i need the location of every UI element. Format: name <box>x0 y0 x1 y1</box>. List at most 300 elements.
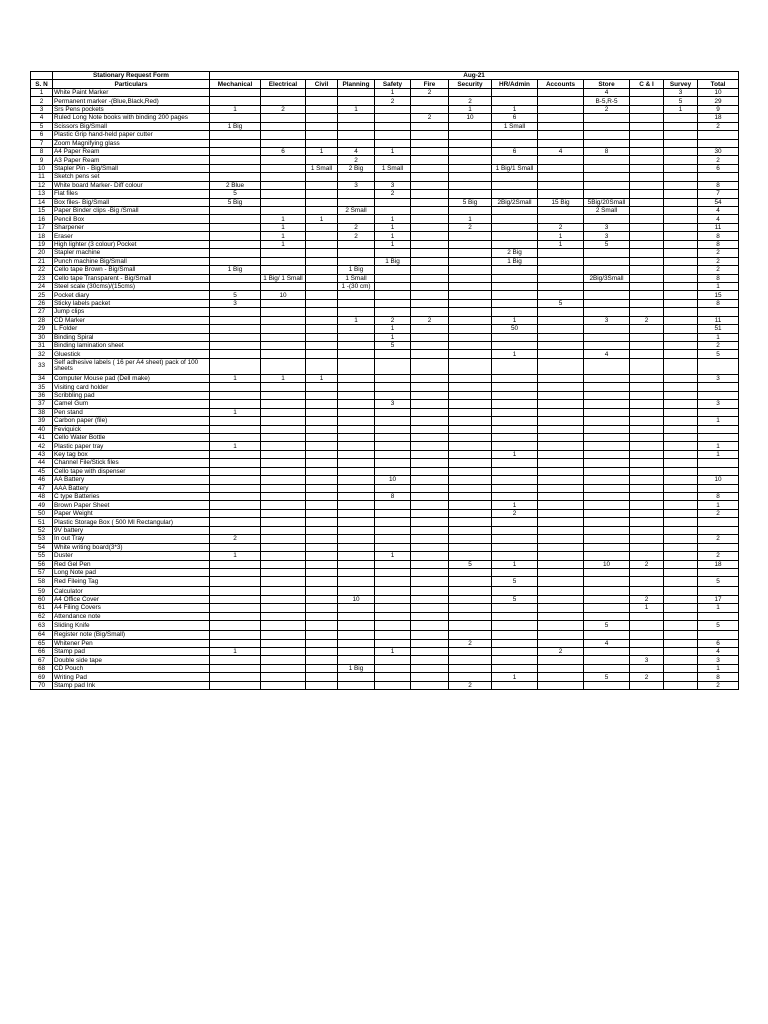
quantity-cell <box>210 215 261 223</box>
quantity-cell <box>584 299 630 307</box>
particulars-cell: AA Battery <box>53 476 210 484</box>
table-row <box>31 374 739 382</box>
quantity-cell <box>261 325 306 333</box>
quantity-cell <box>449 240 492 248</box>
quantity-cell <box>630 509 664 517</box>
quantity-cell <box>698 308 739 316</box>
table-row <box>31 595 739 603</box>
quantity-cell <box>630 223 664 231</box>
quantity-cell <box>492 612 538 620</box>
quantity-cell: 1 Big <box>210 266 261 274</box>
quantity-cell <box>630 207 664 215</box>
particulars-cell: Cello tape Transparent - Big/Small <box>53 274 210 282</box>
quantity-cell <box>306 358 338 374</box>
particulars-cell: Srs Pens pockets <box>53 105 210 113</box>
quantity-cell <box>210 476 261 484</box>
particulars-cell: Camel Gum <box>53 400 210 408</box>
quantity-cell <box>375 442 411 450</box>
serial-cell: 43 <box>31 450 53 458</box>
quantity-cell <box>411 543 449 551</box>
quantity-cell <box>411 358 449 374</box>
quantity-cell <box>630 400 664 408</box>
quantity-cell <box>698 568 739 576</box>
serial-cell: 2 <box>31 97 53 105</box>
quantity-cell <box>449 249 492 257</box>
quantity-cell <box>261 316 306 324</box>
serial-cell: 64 <box>31 631 53 639</box>
quantity-cell <box>261 568 306 576</box>
quantity-cell <box>306 535 338 543</box>
quantity-cell <box>630 459 664 467</box>
quantity-cell <box>411 433 449 441</box>
quantity-cell <box>584 664 630 672</box>
quantity-cell <box>664 442 698 450</box>
particulars-cell: Visiting card holder <box>53 383 210 391</box>
quantity-cell <box>492 648 538 656</box>
quantity-cell <box>261 577 306 587</box>
quantity-cell <box>306 88 338 96</box>
quantity-cell <box>306 114 338 122</box>
quantity-cell <box>261 552 306 560</box>
quantity-cell: 2 <box>449 639 492 647</box>
column-header: Security <box>449 80 492 88</box>
quantity-cell <box>664 291 698 299</box>
quantity-cell <box>664 604 698 612</box>
quantity-cell: 1 <box>210 648 261 656</box>
quantity-cell <box>375 612 411 620</box>
particulars-cell: Plastic Grip hand-held paper cutter <box>53 131 210 139</box>
serial-cell: 31 <box>31 342 53 350</box>
particulars-cell: Cello tape Brown - Big/Small <box>53 266 210 274</box>
column-header: C & I <box>630 80 664 88</box>
serial-cell: 61 <box>31 604 53 612</box>
quantity-cell: 1 Big <box>338 266 375 274</box>
quantity-cell: 11 <box>698 316 739 324</box>
serial-cell: 35 <box>31 383 53 391</box>
quantity-cell <box>584 164 630 172</box>
quantity-cell <box>306 232 338 240</box>
quantity-cell <box>698 459 739 467</box>
serial-cell: 32 <box>31 350 53 358</box>
quantity-cell <box>664 509 698 517</box>
quantity-cell <box>664 552 698 560</box>
table-row <box>31 476 739 484</box>
table-row <box>31 88 739 96</box>
quantity-cell <box>306 122 338 130</box>
quantity-cell <box>306 240 338 248</box>
quantity-cell <box>411 333 449 341</box>
quantity-cell <box>584 408 630 416</box>
quantity-cell: 2 <box>375 190 411 198</box>
quantity-cell <box>538 552 584 560</box>
table-row <box>31 664 739 672</box>
quantity-cell: 2 <box>375 316 411 324</box>
quantity-cell <box>492 467 538 475</box>
serial-cell: 12 <box>31 181 53 189</box>
quantity-cell <box>338 417 375 425</box>
quantity-cell <box>375 358 411 374</box>
column-header: Particulars <box>53 80 210 88</box>
particulars-cell: Plastic Storage Box ( 500 Ml Rectangular) <box>53 518 210 526</box>
quantity-cell <box>698 587 739 595</box>
table-row <box>31 648 739 656</box>
quantity-cell <box>584 450 630 458</box>
quantity-cell <box>630 552 664 560</box>
particulars-cell: Gluestick <box>53 350 210 358</box>
quantity-cell <box>538 501 584 509</box>
particulars-cell: Jump clips <box>53 308 210 316</box>
quantity-cell <box>492 484 538 492</box>
quantity-cell <box>538 350 584 358</box>
quantity-cell <box>492 131 538 139</box>
table-row <box>31 190 739 198</box>
quantity-cell: 6 <box>492 147 538 155</box>
quantity-cell <box>584 476 630 484</box>
particulars-cell: Scissors Big/Small <box>53 122 210 130</box>
quantity-cell <box>630 325 664 333</box>
quantity-cell: 1 <box>698 450 739 458</box>
quantity-cell <box>306 400 338 408</box>
table-row <box>31 249 739 257</box>
quantity-cell <box>375 374 411 382</box>
quantity-cell <box>538 664 584 672</box>
table-row <box>31 621 739 631</box>
quantity-cell <box>261 257 306 265</box>
quantity-cell <box>210 560 261 568</box>
serial-cell: 54 <box>31 543 53 551</box>
quantity-cell: 4 <box>584 639 630 647</box>
quantity-cell: 6 <box>492 114 538 122</box>
quantity-cell <box>664 358 698 374</box>
column-header: Electrical <box>261 80 306 88</box>
quantity-cell <box>306 190 338 198</box>
quantity-cell <box>261 673 306 681</box>
quantity-cell <box>261 131 306 139</box>
quantity-cell <box>306 509 338 517</box>
quantity-cell <box>630 181 664 189</box>
quantity-cell <box>630 215 664 223</box>
serial-cell: 66 <box>31 648 53 656</box>
serial-cell: 13 <box>31 190 53 198</box>
quantity-cell <box>338 621 375 631</box>
quantity-cell <box>538 450 584 458</box>
quantity-cell <box>411 459 449 467</box>
quantity-cell <box>411 181 449 189</box>
quantity-cell: 1 <box>449 105 492 113</box>
quantity-cell <box>664 147 698 155</box>
quantity-cell: 18 <box>698 560 739 568</box>
quantity-cell <box>375 266 411 274</box>
quantity-cell <box>375 383 411 391</box>
quantity-cell <box>449 131 492 139</box>
quantity-cell: 1 <box>210 408 261 416</box>
quantity-cell: 1 Big <box>492 257 538 265</box>
quantity-cell <box>375 484 411 492</box>
particulars-cell: Stapler machine <box>53 249 210 257</box>
quantity-cell <box>630 122 664 130</box>
quantity-cell <box>411 509 449 517</box>
quantity-cell <box>449 621 492 631</box>
quantity-cell <box>630 97 664 105</box>
quantity-cell: 1 <box>375 333 411 341</box>
quantity-cell: 1 <box>338 105 375 113</box>
quantity-cell <box>338 400 375 408</box>
quantity-cell <box>630 333 664 341</box>
quantity-cell: 11 <box>698 223 739 231</box>
quantity-cell <box>338 383 375 391</box>
quantity-cell <box>261 207 306 215</box>
quantity-cell <box>375 425 411 433</box>
quantity-cell: 2 <box>584 105 630 113</box>
particulars-cell: Binding Spiral <box>53 333 210 341</box>
quantity-cell: 1 Small <box>338 274 375 282</box>
quantity-cell <box>492 543 538 551</box>
quantity-cell: 2 Blue <box>210 181 261 189</box>
quantity-cell <box>306 577 338 587</box>
quantity-cell <box>664 139 698 147</box>
quantity-cell <box>338 442 375 450</box>
quantity-cell <box>210 501 261 509</box>
quantity-cell: 1 <box>538 240 584 248</box>
quantity-cell <box>210 383 261 391</box>
quantity-cell <box>338 518 375 526</box>
quantity-cell: 1 <box>492 450 538 458</box>
quantity-cell <box>449 509 492 517</box>
quantity-cell <box>210 639 261 647</box>
quantity-cell <box>630 299 664 307</box>
quantity-cell <box>338 560 375 568</box>
table-row <box>31 459 739 467</box>
serial-cell: 67 <box>31 656 53 664</box>
quantity-cell: 5 <box>449 560 492 568</box>
quantity-cell <box>449 612 492 620</box>
quantity-cell <box>538 518 584 526</box>
quantity-cell: 30 <box>698 147 739 155</box>
quantity-cell <box>584 604 630 612</box>
quantity-cell: 1 Big/1 Small <box>492 164 538 172</box>
quantity-cell <box>411 484 449 492</box>
quantity-cell <box>210 509 261 517</box>
quantity-cell <box>449 673 492 681</box>
quantity-cell <box>411 425 449 433</box>
quantity-cell: 8 <box>698 493 739 501</box>
quantity-cell: 5 <box>492 595 538 603</box>
quantity-cell <box>492 299 538 307</box>
particulars-cell: Carbon paper (file) <box>53 417 210 425</box>
serial-cell: 19 <box>31 240 53 248</box>
quantity-cell <box>538 612 584 620</box>
serial-cell: 60 <box>31 595 53 603</box>
quantity-cell <box>261 350 306 358</box>
quantity-cell <box>306 604 338 612</box>
quantity-cell <box>375 543 411 551</box>
table-row <box>31 308 739 316</box>
quantity-cell <box>538 383 584 391</box>
quantity-cell <box>664 560 698 568</box>
particulars-cell: Scribbling pad <box>53 391 210 399</box>
quantity-cell <box>411 240 449 248</box>
quantity-cell <box>492 433 538 441</box>
quantity-cell <box>584 308 630 316</box>
quantity-cell <box>492 240 538 248</box>
quantity-cell: 5 <box>375 342 411 350</box>
quantity-cell: 2 <box>698 535 739 543</box>
quantity-cell <box>538 249 584 257</box>
quantity-cell <box>210 587 261 595</box>
table-row <box>31 639 739 647</box>
quantity-cell <box>411 568 449 576</box>
quantity-cell <box>584 656 630 664</box>
quantity-cell: 5 <box>698 577 739 587</box>
quantity-cell <box>492 88 538 96</box>
quantity-cell <box>664 501 698 509</box>
quantity-cell <box>492 681 538 689</box>
quantity-cell <box>411 442 449 450</box>
quantity-cell: 2 Small <box>338 207 375 215</box>
serial-cell: 7 <box>31 139 53 147</box>
quantity-cell <box>492 282 538 290</box>
quantity-cell <box>584 257 630 265</box>
quantity-cell <box>538 274 584 282</box>
quantity-cell <box>411 190 449 198</box>
quantity-cell <box>411 249 449 257</box>
quantity-cell: 1 <box>698 333 739 341</box>
quantity-cell <box>306 316 338 324</box>
table-row <box>31 518 739 526</box>
quantity-cell <box>338 681 375 689</box>
particulars-cell: AAA Battery <box>53 484 210 492</box>
quantity-cell <box>664 493 698 501</box>
particulars-cell: White board Marker- Diff colour <box>53 181 210 189</box>
quantity-cell <box>584 587 630 595</box>
quantity-cell: 2Big/2Small <box>492 198 538 206</box>
quantity-cell <box>261 282 306 290</box>
quantity-cell: 1 <box>306 147 338 155</box>
quantity-cell <box>411 257 449 265</box>
quantity-cell <box>338 509 375 517</box>
quantity-cell <box>449 350 492 358</box>
quantity-cell <box>630 88 664 96</box>
quantity-cell: 1 <box>375 215 411 223</box>
quantity-cell <box>411 577 449 587</box>
quantity-cell <box>449 316 492 324</box>
quantity-cell <box>411 417 449 425</box>
quantity-cell <box>584 325 630 333</box>
serial-cell: 9 <box>31 156 53 164</box>
table-row <box>31 114 739 122</box>
quantity-cell: 6 <box>698 639 739 647</box>
quantity-cell <box>664 425 698 433</box>
quantity-cell: 1 <box>375 147 411 155</box>
quantity-cell <box>698 543 739 551</box>
quantity-cell <box>538 105 584 113</box>
particulars-cell: 9V battery <box>53 526 210 534</box>
quantity-cell: 2 <box>698 552 739 560</box>
quantity-cell <box>664 249 698 257</box>
quantity-cell <box>664 257 698 265</box>
quantity-cell <box>584 509 630 517</box>
quantity-cell <box>338 467 375 475</box>
quantity-cell: 2 <box>698 342 739 350</box>
quantity-cell <box>584 282 630 290</box>
quantity-cell <box>306 257 338 265</box>
quantity-cell <box>664 342 698 350</box>
quantity-cell <box>375 664 411 672</box>
quantity-cell <box>664 450 698 458</box>
quantity-cell <box>261 408 306 416</box>
serial-cell: 52 <box>31 526 53 534</box>
table-row <box>31 673 739 681</box>
quantity-cell: 1 Small <box>375 164 411 172</box>
quantity-cell <box>375 595 411 603</box>
quantity-cell <box>261 484 306 492</box>
particulars-cell: White writing board(3*3) <box>53 543 210 551</box>
quantity-cell <box>584 400 630 408</box>
quantity-cell <box>492 408 538 416</box>
quantity-cell <box>538 631 584 639</box>
quantity-cell <box>411 587 449 595</box>
quantity-cell: 1 <box>210 105 261 113</box>
quantity-cell <box>306 543 338 551</box>
quantity-cell <box>210 240 261 248</box>
serial-cell: 47 <box>31 484 53 492</box>
table-row <box>31 291 739 299</box>
quantity-cell <box>538 173 584 181</box>
quantity-cell <box>664 207 698 215</box>
table-row <box>31 417 739 425</box>
particulars-cell: Sharpener <box>53 223 210 231</box>
serial-cell: 46 <box>31 476 53 484</box>
quantity-cell <box>664 673 698 681</box>
quantity-cell <box>492 232 538 240</box>
quantity-cell <box>375 568 411 576</box>
quantity-cell: 1 <box>261 374 306 382</box>
quantity-cell <box>306 673 338 681</box>
quantity-cell <box>338 543 375 551</box>
serial-cell: 50 <box>31 509 53 517</box>
quantity-cell <box>338 656 375 664</box>
quantity-cell <box>449 552 492 560</box>
table-row <box>31 299 739 307</box>
particulars-cell: High lighter (3 colour) Pocket <box>53 240 210 248</box>
quantity-cell <box>210 282 261 290</box>
serial-cell: 51 <box>31 518 53 526</box>
quantity-cell <box>306 450 338 458</box>
quantity-cell <box>492 358 538 374</box>
quantity-cell <box>664 526 698 534</box>
quantity-cell: 3 <box>630 656 664 664</box>
quantity-cell <box>261 631 306 639</box>
quantity-cell <box>538 114 584 122</box>
quantity-cell <box>449 656 492 664</box>
quantity-cell: 3 <box>698 374 739 382</box>
column-header: Civil <box>306 80 338 88</box>
quantity-cell: 4 <box>698 207 739 215</box>
quantity-cell <box>306 173 338 181</box>
quantity-cell <box>375 587 411 595</box>
particulars-cell: White Paint Marker <box>53 88 210 96</box>
quantity-cell <box>210 308 261 316</box>
quantity-cell <box>492 215 538 223</box>
quantity-cell <box>492 374 538 382</box>
serial-cell: 58 <box>31 577 53 587</box>
quantity-cell <box>210 207 261 215</box>
quantity-cell <box>630 664 664 672</box>
quantity-cell <box>306 207 338 215</box>
column-header: Survey <box>664 80 698 88</box>
particulars-cell: Binding lamination sheet <box>53 342 210 350</box>
table-row <box>31 342 739 350</box>
